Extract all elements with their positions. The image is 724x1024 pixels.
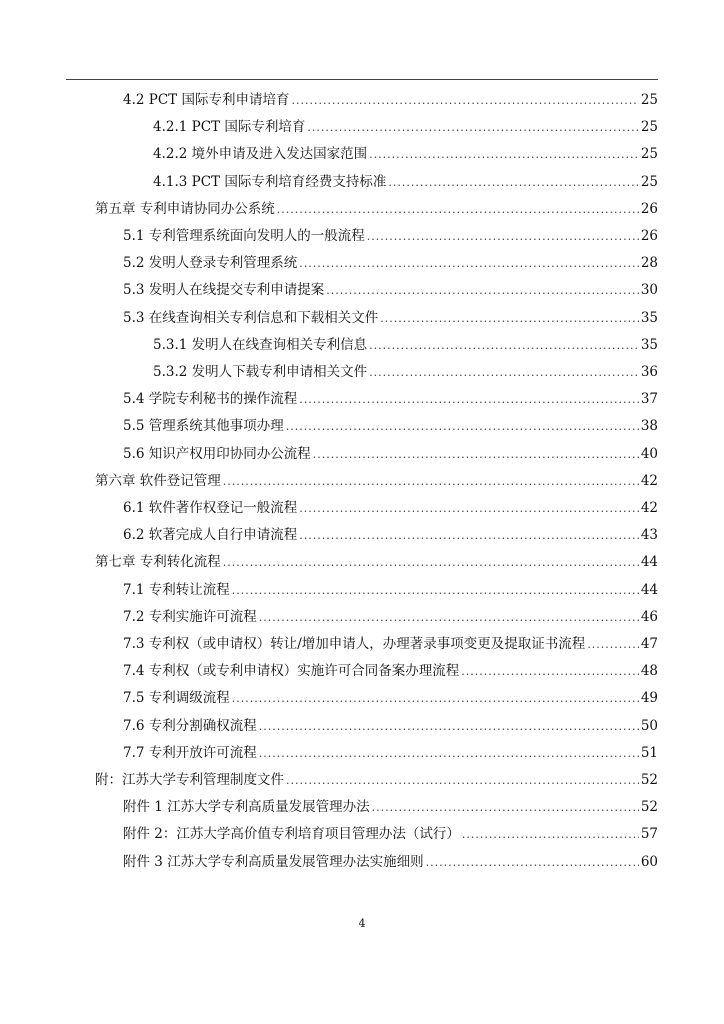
dot-leader <box>388 176 638 189</box>
dot-leader <box>380 312 639 325</box>
dot-leader <box>299 529 639 542</box>
toc-entry[interactable] <box>123 714 658 734</box>
toc-entry-page: 37 <box>640 391 658 408</box>
toc-entry[interactable] <box>123 414 658 434</box>
toc-entry[interactable] <box>123 850 658 870</box>
toc-entry[interactable] <box>95 197 658 217</box>
toc-entry[interactable] <box>123 741 658 761</box>
dot-leader <box>259 611 639 624</box>
dot-leader <box>307 121 638 134</box>
header-rule <box>66 79 658 80</box>
toc-entry-page: 25 <box>640 119 658 136</box>
toc-entry[interactable] <box>95 768 658 788</box>
toc-entry-page: 36 <box>640 364 658 380</box>
toc-entry[interactable] <box>123 822 658 842</box>
toc-entry-title: 6.2 软著完成人自行申请流程 <box>123 527 298 544</box>
toc-entry[interactable] <box>123 659 658 679</box>
toc-entry-title: 附件 1 江苏大学专利高质量发展管理办法 <box>123 799 370 816</box>
toc-entry-title: 附件 2：江苏大学高价值专利培育项目管理办法（试行） <box>123 826 460 843</box>
toc-entry[interactable] <box>123 578 658 598</box>
dot-leader <box>326 284 639 297</box>
toc-entry[interactable] <box>153 170 658 190</box>
toc-entry-page: 38 <box>640 418 658 435</box>
toc-entry-page: 48 <box>640 663 658 680</box>
toc-entry-title: 第七章 专利转化流程 <box>95 554 221 571</box>
toc-entry-title: 5.1 专利管理系统面向发明人的一般流程 <box>123 228 365 244</box>
dot-leader <box>367 230 639 243</box>
page-number: 4 <box>358 917 366 930</box>
toc-entry[interactable] <box>153 360 658 380</box>
toc-entry[interactable] <box>123 387 658 407</box>
dot-leader <box>299 393 639 406</box>
toc-entry-page: 35 <box>640 309 658 326</box>
toc-entry-title: 5.3 发明人在线提交专利申请提案 <box>123 282 325 299</box>
toc-entry-title: 7.7 专利开放许可流程 <box>123 744 257 761</box>
dot-leader <box>372 801 639 814</box>
dot-leader <box>291 94 638 107</box>
toc-entry-title: 7.2 专利实施许可流程 <box>123 608 257 625</box>
toc-entry-page: 30 <box>640 282 658 299</box>
toc-entry-title: 7.4 专利权（或专利申请权）实施许可合同备案办理流程 <box>123 663 460 680</box>
dot-leader <box>369 148 639 161</box>
toc-entry[interactable] <box>123 442 658 462</box>
toc-entry-page: 42 <box>640 472 658 489</box>
toc-entry-title: 5.3.1 发明人在线查询相关专利信息 <box>153 336 368 353</box>
toc-entry[interactable] <box>123 224 658 244</box>
toc-entry-title: 附：江苏大学专利管理制度文件 <box>95 772 284 788</box>
toc-entry-page: 51 <box>640 744 658 761</box>
toc-entry[interactable] <box>123 523 658 543</box>
toc-entry-title: 7.6 专利分割确权流程 <box>123 717 257 734</box>
toc-entry[interactable] <box>95 469 658 489</box>
toc-entry-title: 5.2 发明人登录专利管理系统 <box>123 255 298 272</box>
toc-entry-title: 4.2 PCT 国际专利申请培育 <box>123 92 290 108</box>
dot-leader <box>426 856 639 869</box>
toc-entry-page: 60 <box>640 853 658 870</box>
toc-entry-title: 4.1.3 PCT 国际专利培育经费支持标准 <box>153 173 387 190</box>
dot-leader <box>299 257 639 270</box>
dot-leader <box>286 420 639 433</box>
toc-entry[interactable] <box>123 605 658 625</box>
dot-leader <box>223 475 639 488</box>
toc-entry[interactable] <box>153 333 658 353</box>
dot-leader <box>461 665 639 678</box>
toc-entry-title: 5.5 管理系统其他事项办理 <box>123 418 284 435</box>
dot-leader <box>587 638 639 651</box>
toc-entry-title: 第五章 专利申请协同办公系统 <box>95 200 275 217</box>
toc-entry-page: 26 <box>640 200 658 217</box>
toc-entry[interactable] <box>123 686 658 706</box>
toc-entry-title: 4.2.2 境外申请及进入发达国家范围 <box>153 146 368 163</box>
toc-entry[interactable] <box>153 115 658 135</box>
toc-entry-title: 7.3 专利权（或申请权）转让/增加申请人，办理著录事项变更及提取证书流程 <box>123 636 586 652</box>
toc-entry-page: 44 <box>640 554 658 571</box>
dot-leader <box>299 502 639 515</box>
toc-entry-title: 6.1 软件著作权登记一般流程 <box>123 500 298 516</box>
toc-entry-page: 25 <box>640 92 658 108</box>
toc-entry-page: 43 <box>640 527 658 544</box>
dot-leader <box>232 692 639 705</box>
toc-entry-title: 5.6 知识产权用印协同办公流程 <box>123 445 311 462</box>
dot-leader <box>259 747 639 760</box>
dot-leader <box>232 584 639 597</box>
toc-entry[interactable] <box>95 550 658 570</box>
toc-entry-title: 7.1 专利转让流程 <box>123 581 230 598</box>
toc-entry-page: 46 <box>640 608 658 625</box>
toc-entry[interactable] <box>123 306 658 326</box>
toc-entry[interactable] <box>123 632 658 652</box>
dot-leader <box>286 774 639 787</box>
dot-leader <box>259 720 639 733</box>
toc-entry-page: 25 <box>640 173 658 190</box>
toc-entry[interactable] <box>123 496 658 516</box>
toc-entry-page: 35 <box>640 336 658 353</box>
toc-entry[interactable] <box>123 251 658 271</box>
toc-entry-title: 附件 3 江苏大学专利高质量发展管理办法实施细则 <box>123 853 424 870</box>
toc-entry-page: 52 <box>640 799 658 816</box>
toc-entry[interactable] <box>123 88 658 108</box>
dot-leader <box>462 828 639 841</box>
toc-entry-title: 5.3.2 发明人下载专利申请相关文件 <box>153 364 368 380</box>
toc-entry[interactable] <box>153 142 658 162</box>
dot-leader <box>369 366 639 379</box>
toc-entry-title: 4.2.1 PCT 国际专利培育 <box>153 119 306 136</box>
dot-leader <box>277 203 639 216</box>
toc-entry-title: 7.5 专利调级流程 <box>123 690 230 707</box>
toc-entry-page: 57 <box>640 826 658 843</box>
toc-entry-page: 25 <box>640 146 658 163</box>
dot-leader <box>313 448 639 461</box>
dot-leader <box>223 556 639 569</box>
toc-entry-title: 第六章 软件登记管理 <box>95 472 221 489</box>
toc-entry-page: 26 <box>640 228 658 244</box>
toc-entry-page: 28 <box>640 255 658 272</box>
dot-leader <box>369 339 639 352</box>
toc-entry-title: 5.3 在线查询相关专利信息和下载相关文件 <box>123 309 379 326</box>
toc-entry[interactable] <box>123 795 658 815</box>
toc-entry-page: 44 <box>640 581 658 598</box>
toc-entry-page: 42 <box>640 500 658 516</box>
toc-entry-page: 47 <box>640 636 658 652</box>
toc-entry-title: 5.4 学院专利秘书的操作流程 <box>123 391 298 408</box>
toc-entry-page: 40 <box>640 445 658 462</box>
toc-entry-page: 52 <box>640 772 658 788</box>
toc-entry-page: 49 <box>640 690 658 707</box>
toc-entry-page: 50 <box>640 717 658 734</box>
toc-entry[interactable] <box>123 278 658 298</box>
